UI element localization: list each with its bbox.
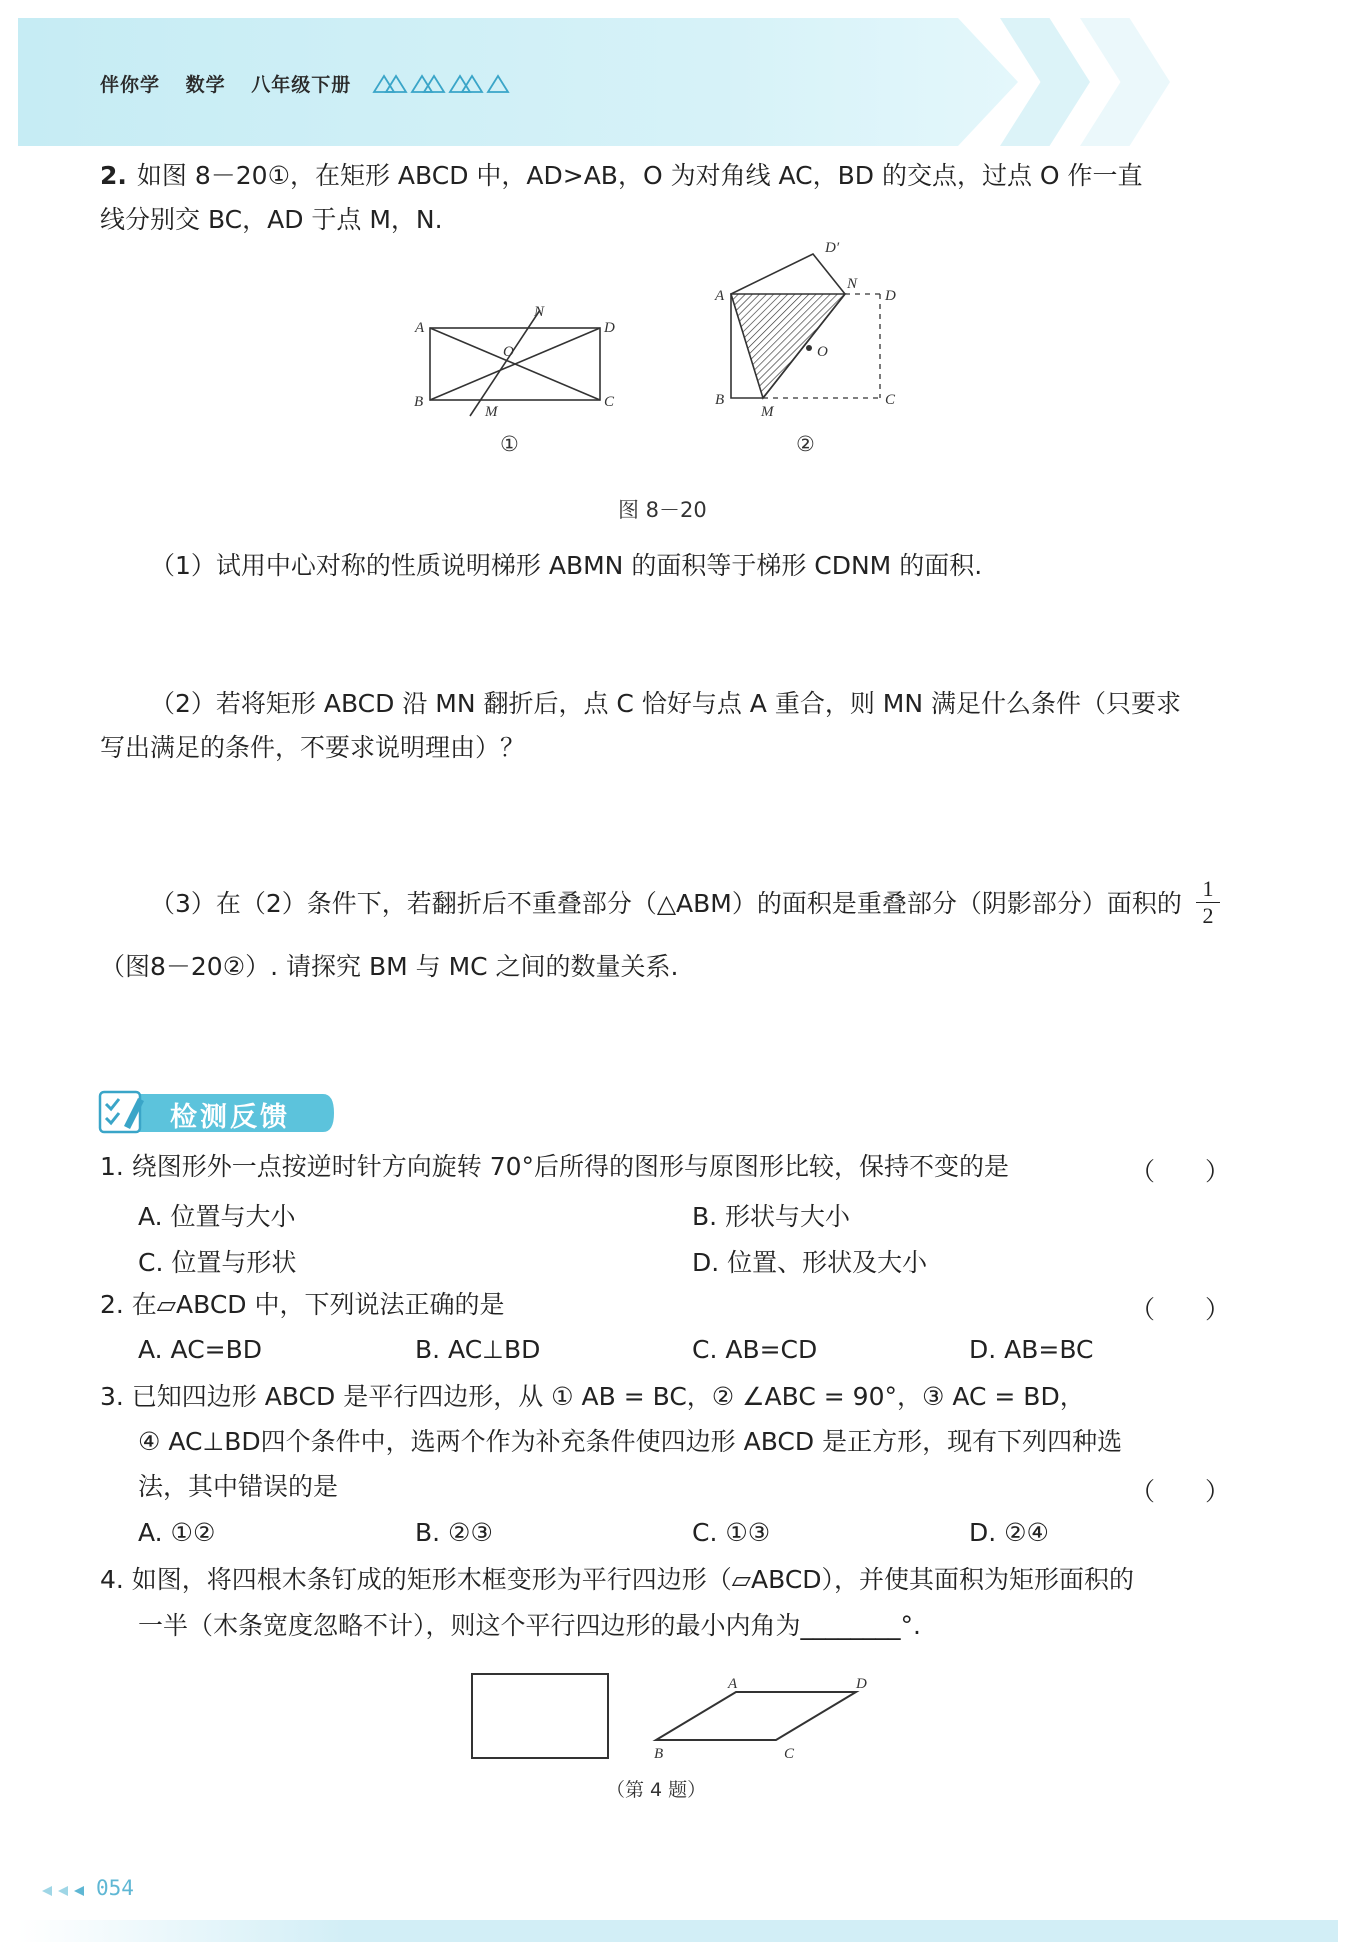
question-3-answer-blank[interactable]: （ ） xyxy=(1130,1477,1231,1506)
point-b-label: B xyxy=(715,392,725,408)
problem2-intro-text: 如图 8－20①，在矩形 ABCD 中，AD>AB，O 为对角线 AC，BD 的交点，过点 O 作一直 xyxy=(136,161,1143,190)
question-1-option-a: A. 位置与大小 xyxy=(138,1202,296,1231)
question-3-option-c: C. ①③ xyxy=(692,1518,771,1547)
question-2-option-b: B. AC⊥BD xyxy=(415,1335,541,1364)
question-3-option-d: D. ②④ xyxy=(969,1518,1049,1547)
point-b-label: B xyxy=(414,394,424,410)
point-a-label: A xyxy=(715,288,725,304)
point-dprime-label: D′ xyxy=(825,240,840,256)
figure-8-20-1 xyxy=(410,300,630,430)
wooden-rectangle-frame xyxy=(472,1674,608,1758)
question-4-caption: （第 4 题） xyxy=(606,1779,707,1801)
page-arrow-decoration xyxy=(40,1884,92,1898)
subquestion-3-line1: （3）在（2）条件下，若翻折后不重叠部分（△ABM）的面积是重叠部分（阴影部分）面积的 xyxy=(150,889,1182,918)
subquestion-1: （1）试用中心对称的性质说明梯形 ABMN 的面积等于梯形 CDNM 的面积. xyxy=(150,551,983,580)
question-1-answer-blank[interactable]: （ ） xyxy=(1130,1157,1231,1186)
fraction-numerator: 1 xyxy=(1196,876,1220,903)
question-2-stem: 2. 在▱ABCD 中，下列说法正确的是 xyxy=(100,1290,505,1319)
problem2-number: 2. xyxy=(100,161,127,190)
question-2-option-d: D. AB=BC xyxy=(969,1335,1094,1364)
question-1-option-d: D. 位置、形状及大小 xyxy=(692,1248,928,1277)
point-c-label: C xyxy=(885,392,896,408)
question-4-line1: 4. 如图，将四根木条钉成的矩形木框变形为平行四边形（▱ABCD），并使其面积为矩形面积的 xyxy=(100,1565,1135,1594)
point-c-label: C xyxy=(784,1746,795,1762)
fraction-one-half xyxy=(1196,876,1220,929)
figure-caption: 图 8－20 xyxy=(618,498,707,522)
point-a-label: A xyxy=(728,1676,738,1692)
question-3-option-a: A. ①② xyxy=(138,1518,216,1547)
shaded-overlap-region xyxy=(731,294,845,398)
header-title xyxy=(100,70,369,97)
folded-edge xyxy=(731,254,845,294)
point-o-dot xyxy=(806,345,812,351)
header-subject: 数学 xyxy=(185,74,226,96)
point-b-label: B xyxy=(654,1746,664,1762)
question-1-option-b: B. 形状与大小 xyxy=(692,1202,851,1231)
subquestion-2-line2: 写出满足的条件，不要求说明理由）？ xyxy=(100,733,526,762)
header-book: 伴你学 xyxy=(100,74,161,96)
figure1-label: ① xyxy=(500,432,519,456)
problem2-intro-line2: 线分别交 BC，AD 于点 M，N. xyxy=(100,205,443,234)
problem2-intro-line1 xyxy=(100,154,1230,198)
question-1-option-c: C. 位置与形状 xyxy=(138,1248,297,1277)
point-c-label: C xyxy=(604,394,615,410)
header-triangles-decoration xyxy=(372,72,522,94)
header-grade: 八年级下册 xyxy=(251,74,352,96)
question-2-option-a: A. AC=BD xyxy=(138,1335,263,1364)
header-chevron xyxy=(1080,18,1170,146)
parallelogram-abcd xyxy=(656,1692,856,1740)
point-d-label: D xyxy=(604,320,615,336)
question-2-answer-blank[interactable]: （ ） xyxy=(1130,1295,1231,1324)
subquestion-2-line1: （2）若将矩形 ABCD 沿 MN 翻折后，点 C 恰好与点 A 重合，则 MN 满足什么条件（只要求 xyxy=(150,689,1181,718)
page-number: 054 xyxy=(96,1876,134,1900)
point-m-label: M xyxy=(761,404,774,420)
section-title: 检测反馈 xyxy=(170,1102,290,1133)
point-n-label: N xyxy=(847,276,858,292)
question-3-line1: 3. 已知四边形 ABCD 是平行四边形，从 ① AB = BC，② ∠ABC = 90°，③ AC = BD， xyxy=(100,1382,1085,1411)
figure2-label: ② xyxy=(796,432,815,456)
question-1-stem: 1. 绕图形外一点按逆时针方向旋转 70°后所得的图形与原图形比较，保持不变的是 xyxy=(100,1152,1010,1181)
point-d-label: D xyxy=(856,1676,867,1692)
point-d-label: D xyxy=(885,288,896,304)
question-3-line2: ④ AC⊥BD四个条件中，选两个作为补充条件使四边形 ABCD 是正方形，现有下列四种选 xyxy=(138,1427,1123,1456)
subquestion-3-line2: （图8－20②）. 请探究 BM 与 MC 之间的数量关系. xyxy=(100,952,679,981)
footer-bar xyxy=(18,1920,1338,1942)
question-2-option-c: C. AB=CD xyxy=(692,1335,818,1364)
question-3-line3: 法，其中错误的是 xyxy=(138,1472,339,1501)
question-3-option-b: B. ②③ xyxy=(415,1518,493,1547)
point-n-label: N xyxy=(534,304,545,320)
point-a-label: A xyxy=(415,320,425,336)
fraction-denominator: 2 xyxy=(1202,903,1214,928)
point-o-label: O xyxy=(503,344,514,360)
question-4-figure xyxy=(460,1664,880,1764)
point-o-label: O xyxy=(817,344,828,360)
question-4-line2[interactable]: 一半（木条宽度忽略不计），则这个平行四边形的最小内角为________°. xyxy=(138,1611,921,1640)
figure-8-20-2 xyxy=(705,228,925,428)
point-m-label: M xyxy=(485,404,498,420)
